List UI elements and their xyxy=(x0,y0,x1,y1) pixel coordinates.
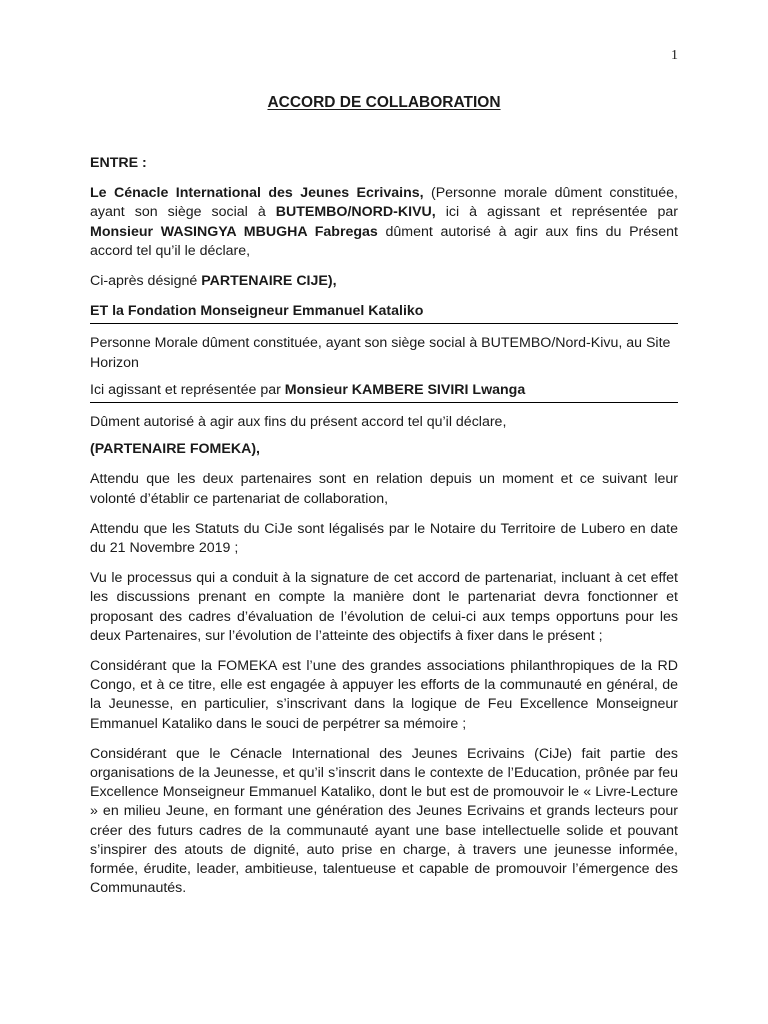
page-number: 1 xyxy=(671,48,678,63)
party-cije-text-3: dûment autorisé à agir aux fins du Présent accord tel qu’il le déclare, xyxy=(90,223,678,259)
party-cije-name: Le Cénacle International des Jeunes Ecrivains, xyxy=(90,185,424,202)
recital-fomeka: Considérant que la FOMEKA est l’une des grandes associations philanthropiques de la RD Congo, et à ce titre, elle est engagée à appuyer les efforts de la communauté en général, de la Jeunesse, en particulier, s’inscrivant dans la logique de Feu Excellence Monseigneur Emmanuel Kataliko dans le souci de perpétrer sa mémoire ; xyxy=(90,658,678,732)
authorization-paragraph: Dûment autorisé à agir aux fins du présent accord tel qu’il déclare, xyxy=(90,414,507,431)
document-title: ACCORD DE COLLABORATION xyxy=(267,94,501,111)
designation-cije-text: Ci-après désigné xyxy=(90,273,202,290)
party-fomeka-representative: Monsieur KAMBERE SIVIRI Lwanga xyxy=(284,381,526,398)
party-fomeka-representation xyxy=(90,381,678,403)
party-cije-text-1: (Personne morale dûment constituée, ayant son siège social à xyxy=(90,185,678,221)
party-cije-location: BUTEMBO/NORD-KIVU, xyxy=(275,204,436,221)
recital-cije: Considérant que le Cénacle International des Jeunes Ecrivains (CiJe) fait partie des organisations de la Jeunesse, et qu’il s’inscrit dans le contexte de l’Education, prônée par feu Excellence Monseigneur Emmanuel Kataliko, dont le but est de promouvoir le « Livre-Lecture » en milieu Jeune, en formant une génération des Jeunes Ecrivains et grands lecteurs pour créer des futurs cadres de la communauté ayant une base intellectuelle solide et pouvant s’inspirer des atouts de dignité, auto prise en charge, à travers une jeunesse informée, formée, érudite, leader, ambitieuse, talentueuse et capable de promouvoir l’émergence des Communautés. xyxy=(90,745,678,897)
recital-relationship: Attendu que les deux partenaires sont en relation depuis un moment et ce suivant leur volonté d’établir ce partenariat de collaboration, xyxy=(90,471,678,507)
designation-cije xyxy=(90,272,678,291)
party-cije-text-2: ici à agissant et représentée par xyxy=(435,204,678,221)
document-body xyxy=(90,154,678,910)
party-fomeka-description: Personne Morale dûment constituée, ayant son siège social à BUTEMBO/Nord-Kivu, au Site Horizon xyxy=(90,335,671,371)
party-fomeka-representation-text: Ici agissant et représentée par xyxy=(90,381,285,398)
designation-fomeka-label: (PARTENAIRE FOMEKA), xyxy=(90,441,260,458)
party-fomeka-heading: ET la Fondation Monseigneur Emmanuel Kataliko xyxy=(90,302,678,324)
party-cije-representative: Monsieur WASINGYA MBUGHA Fabregas xyxy=(90,223,378,240)
recital-statutes: Attendu que les Statuts du CiJe sont légalisés par le Notaire du Territoire de Lubero en date du 21 Novembre 2019 ; xyxy=(90,520,678,557)
recital-process: Vu le processus qui a conduit à la signature de cet accord de partenariat, incluant à cet effet les discussions prenant en compte la manière dont le partenariat devra fonctionner et proposant des cadres d’évaluation de l’évolution de celui-ci aux temps opportuns pour les deux Partenaires, sur l’évolution de l’atteinte des objectifs à fixer dans le présent ; xyxy=(90,570,678,644)
designation-cije-label: PARTENAIRE CIJE), xyxy=(201,273,337,290)
entre-heading: ENTRE : xyxy=(90,155,147,171)
party-cije-paragraph xyxy=(90,184,678,261)
